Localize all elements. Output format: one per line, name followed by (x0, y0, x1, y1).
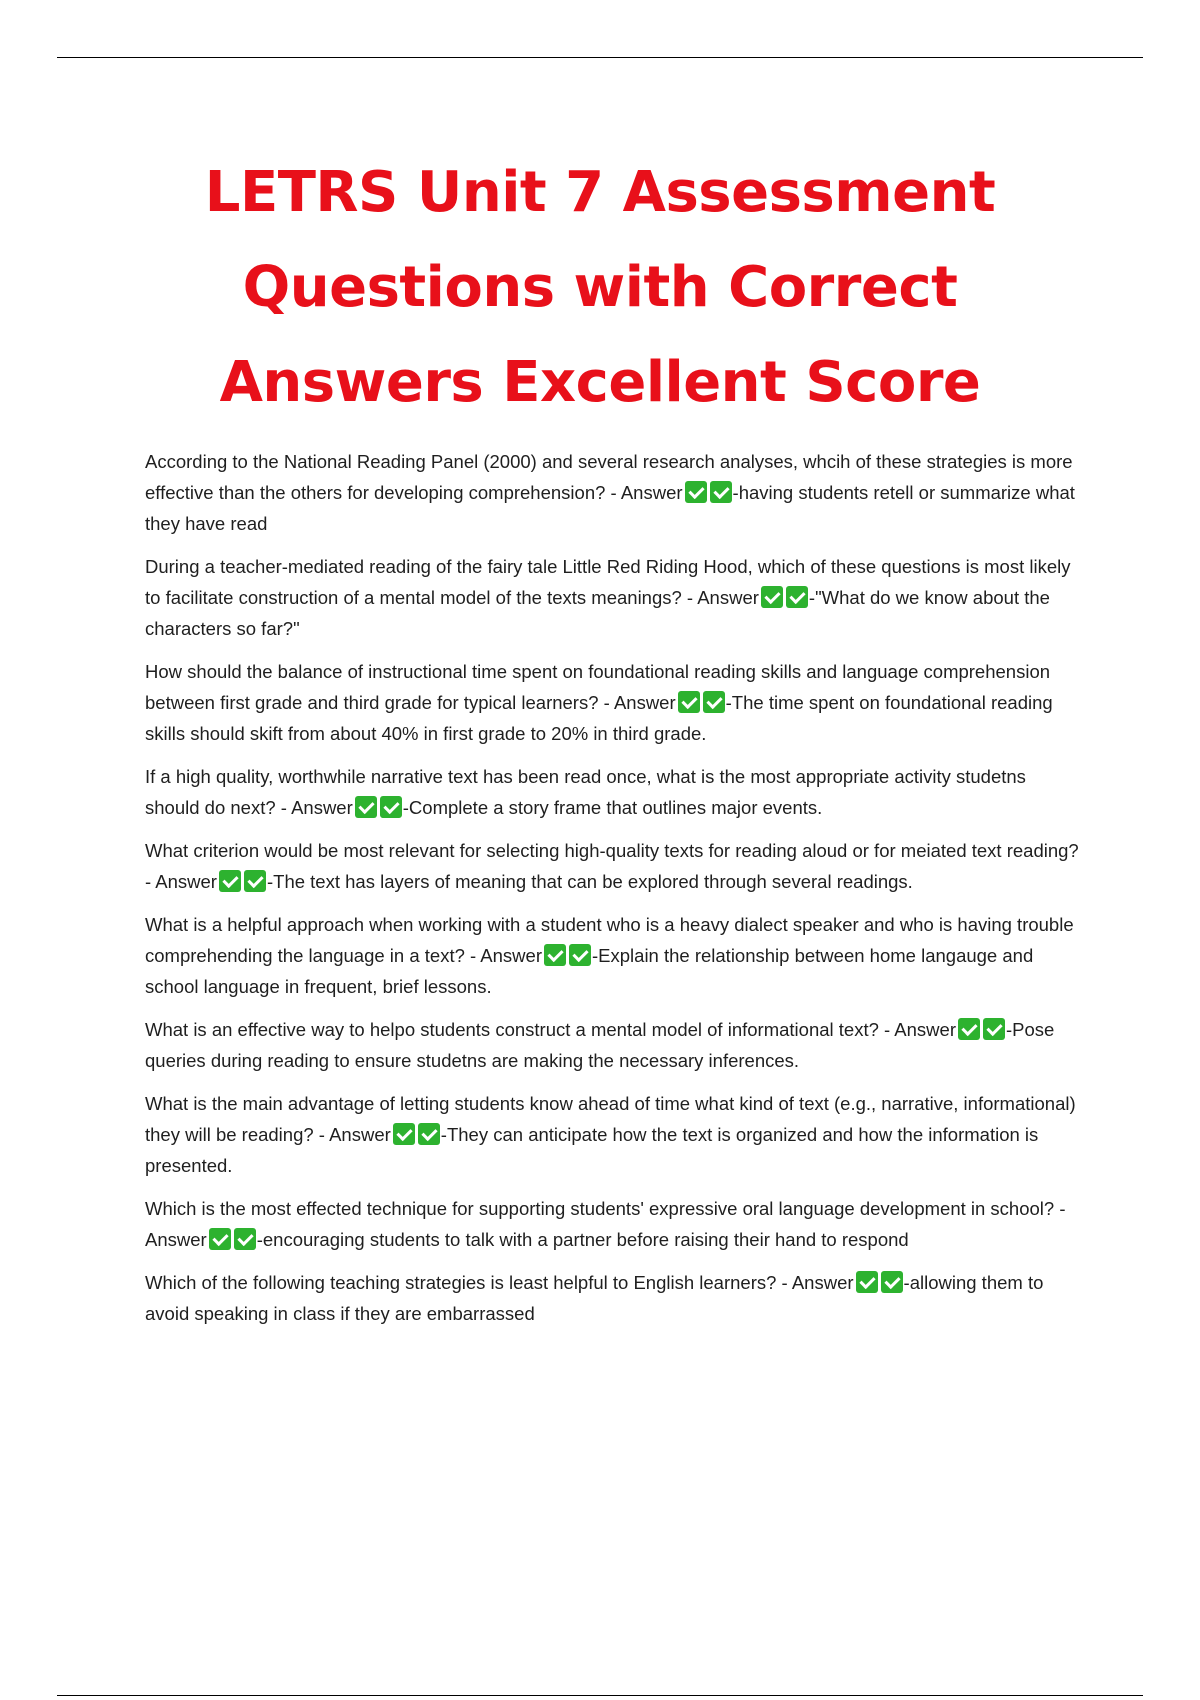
check-icon (786, 586, 808, 608)
check-icon (355, 796, 377, 818)
check-icon (856, 1271, 878, 1293)
check-icon (393, 1123, 415, 1145)
answer-label: Answer (145, 1229, 207, 1250)
answer-text: -having students retell or summarize what they have read (145, 482, 1075, 534)
check-icon (209, 1228, 231, 1250)
question-text: If a high quality, worthwhile narrative text has been read once, what is the most appropriate activity studetns should do next? - (145, 766, 1026, 818)
check-icon (544, 944, 566, 966)
question-text: During a teacher-mediated reading of the fairy tale Little Red Riding Hood, which of these questions is most likely to facilitate construction of a mental model of the texts meanings? - (145, 556, 1071, 608)
qa-item (145, 761, 1085, 823)
qa-item (145, 1014, 1085, 1076)
check-icon (418, 1123, 440, 1145)
qa-item (145, 656, 1085, 749)
question-text: What is the main advantage of letting students know ahead of time what kind of text (e.g., narrative, informational) they will be reading? - (145, 1093, 1076, 1145)
qa-item (145, 446, 1085, 539)
answer-label: Answer (791, 1272, 854, 1293)
check-icon (983, 1018, 1005, 1040)
answer-label: Answer (155, 871, 217, 892)
check-icon (881, 1271, 903, 1293)
check-icon (703, 691, 725, 713)
answer-label: Answer (620, 482, 683, 503)
check-icon (678, 691, 700, 713)
answer-text: -They can anticipate how the text is organized and how the information is presented. (145, 1124, 1039, 1176)
check-icon (710, 481, 732, 503)
answer-text: -Explain the relationship between home langauge and school language in frequent, brief lessons. (145, 945, 1034, 997)
answer-label: Answer (291, 797, 353, 818)
check-icon (380, 796, 402, 818)
answer-label: Answer (613, 692, 676, 713)
page-title (0, 145, 1200, 430)
answer-text: -Complete a story frame that outlines major events. (402, 797, 823, 818)
answer-label: Answer (894, 1019, 956, 1040)
answer-label: Answer (329, 1124, 391, 1145)
title-line: Answers Excellent Score (219, 350, 981, 415)
qa-item (145, 551, 1085, 644)
question-text: According to the National Reading Panel (2000) and several research analyses, whcih of these strategies is more effective than the others for developing comprehension? - (145, 451, 1073, 503)
question-text: Which of the following teaching strategies is least helpful to English learners? - (145, 1272, 792, 1293)
question-text: Which is the most effected technique for supporting students' expressive oral language development in school? - (145, 1198, 1066, 1219)
check-icon (244, 870, 266, 892)
question-text: What is a helpful approach when working with a student who is a heavy dialect speaker and who is having trouble comprehending the language in a text? - (145, 914, 1074, 966)
qa-item (145, 909, 1085, 1002)
qa-item (145, 1088, 1085, 1181)
check-icon (685, 481, 707, 503)
qa-item (145, 835, 1085, 897)
answer-label: Answer (480, 945, 542, 966)
top-rule (57, 57, 1143, 58)
check-icon (234, 1228, 256, 1250)
answer-text: -encouraging students to talk with a partner before raising their hand to respond (256, 1229, 909, 1250)
qa-item (145, 1267, 1085, 1329)
question-text: How should the balance of instructional time spent on foundational reading skills and language comprehension between first grade and third grade for typical learners? - (145, 661, 1051, 713)
answer-text: -"What do we know about the characters so far?" (145, 587, 1050, 639)
answer-text: -allowing them to avoid speaking in class if they are embarrassed (145, 1272, 1044, 1324)
answer-text: -The text has layers of meaning that can be explored through several readings. (266, 871, 913, 892)
check-icon (761, 586, 783, 608)
title-line: Questions with Correct (242, 255, 958, 320)
check-icon (219, 870, 241, 892)
answer-text: -Pose queries during reading to ensure studetns are making the necessary inferences. (145, 1019, 1055, 1071)
check-icon (958, 1018, 980, 1040)
question-text: What criterion would be most relevant for selecting high-quality texts for reading aloud or for meiated text reading? - (145, 840, 1079, 892)
answer-label: Answer (697, 587, 759, 608)
check-icon (569, 944, 591, 966)
title-line: LETRS Unit 7 Assessment (204, 160, 996, 225)
answer-text: -The time spent on foundational reading skills should skift from about 40% in first grade to 20% in third grade. (145, 692, 1053, 744)
qa-item (145, 1193, 1085, 1255)
question-text: What is an effective way to helpo students construct a mental model of informational text? - (145, 1019, 895, 1040)
bottom-rule (57, 1695, 1143, 1696)
question-answer-list (145, 446, 1085, 1341)
